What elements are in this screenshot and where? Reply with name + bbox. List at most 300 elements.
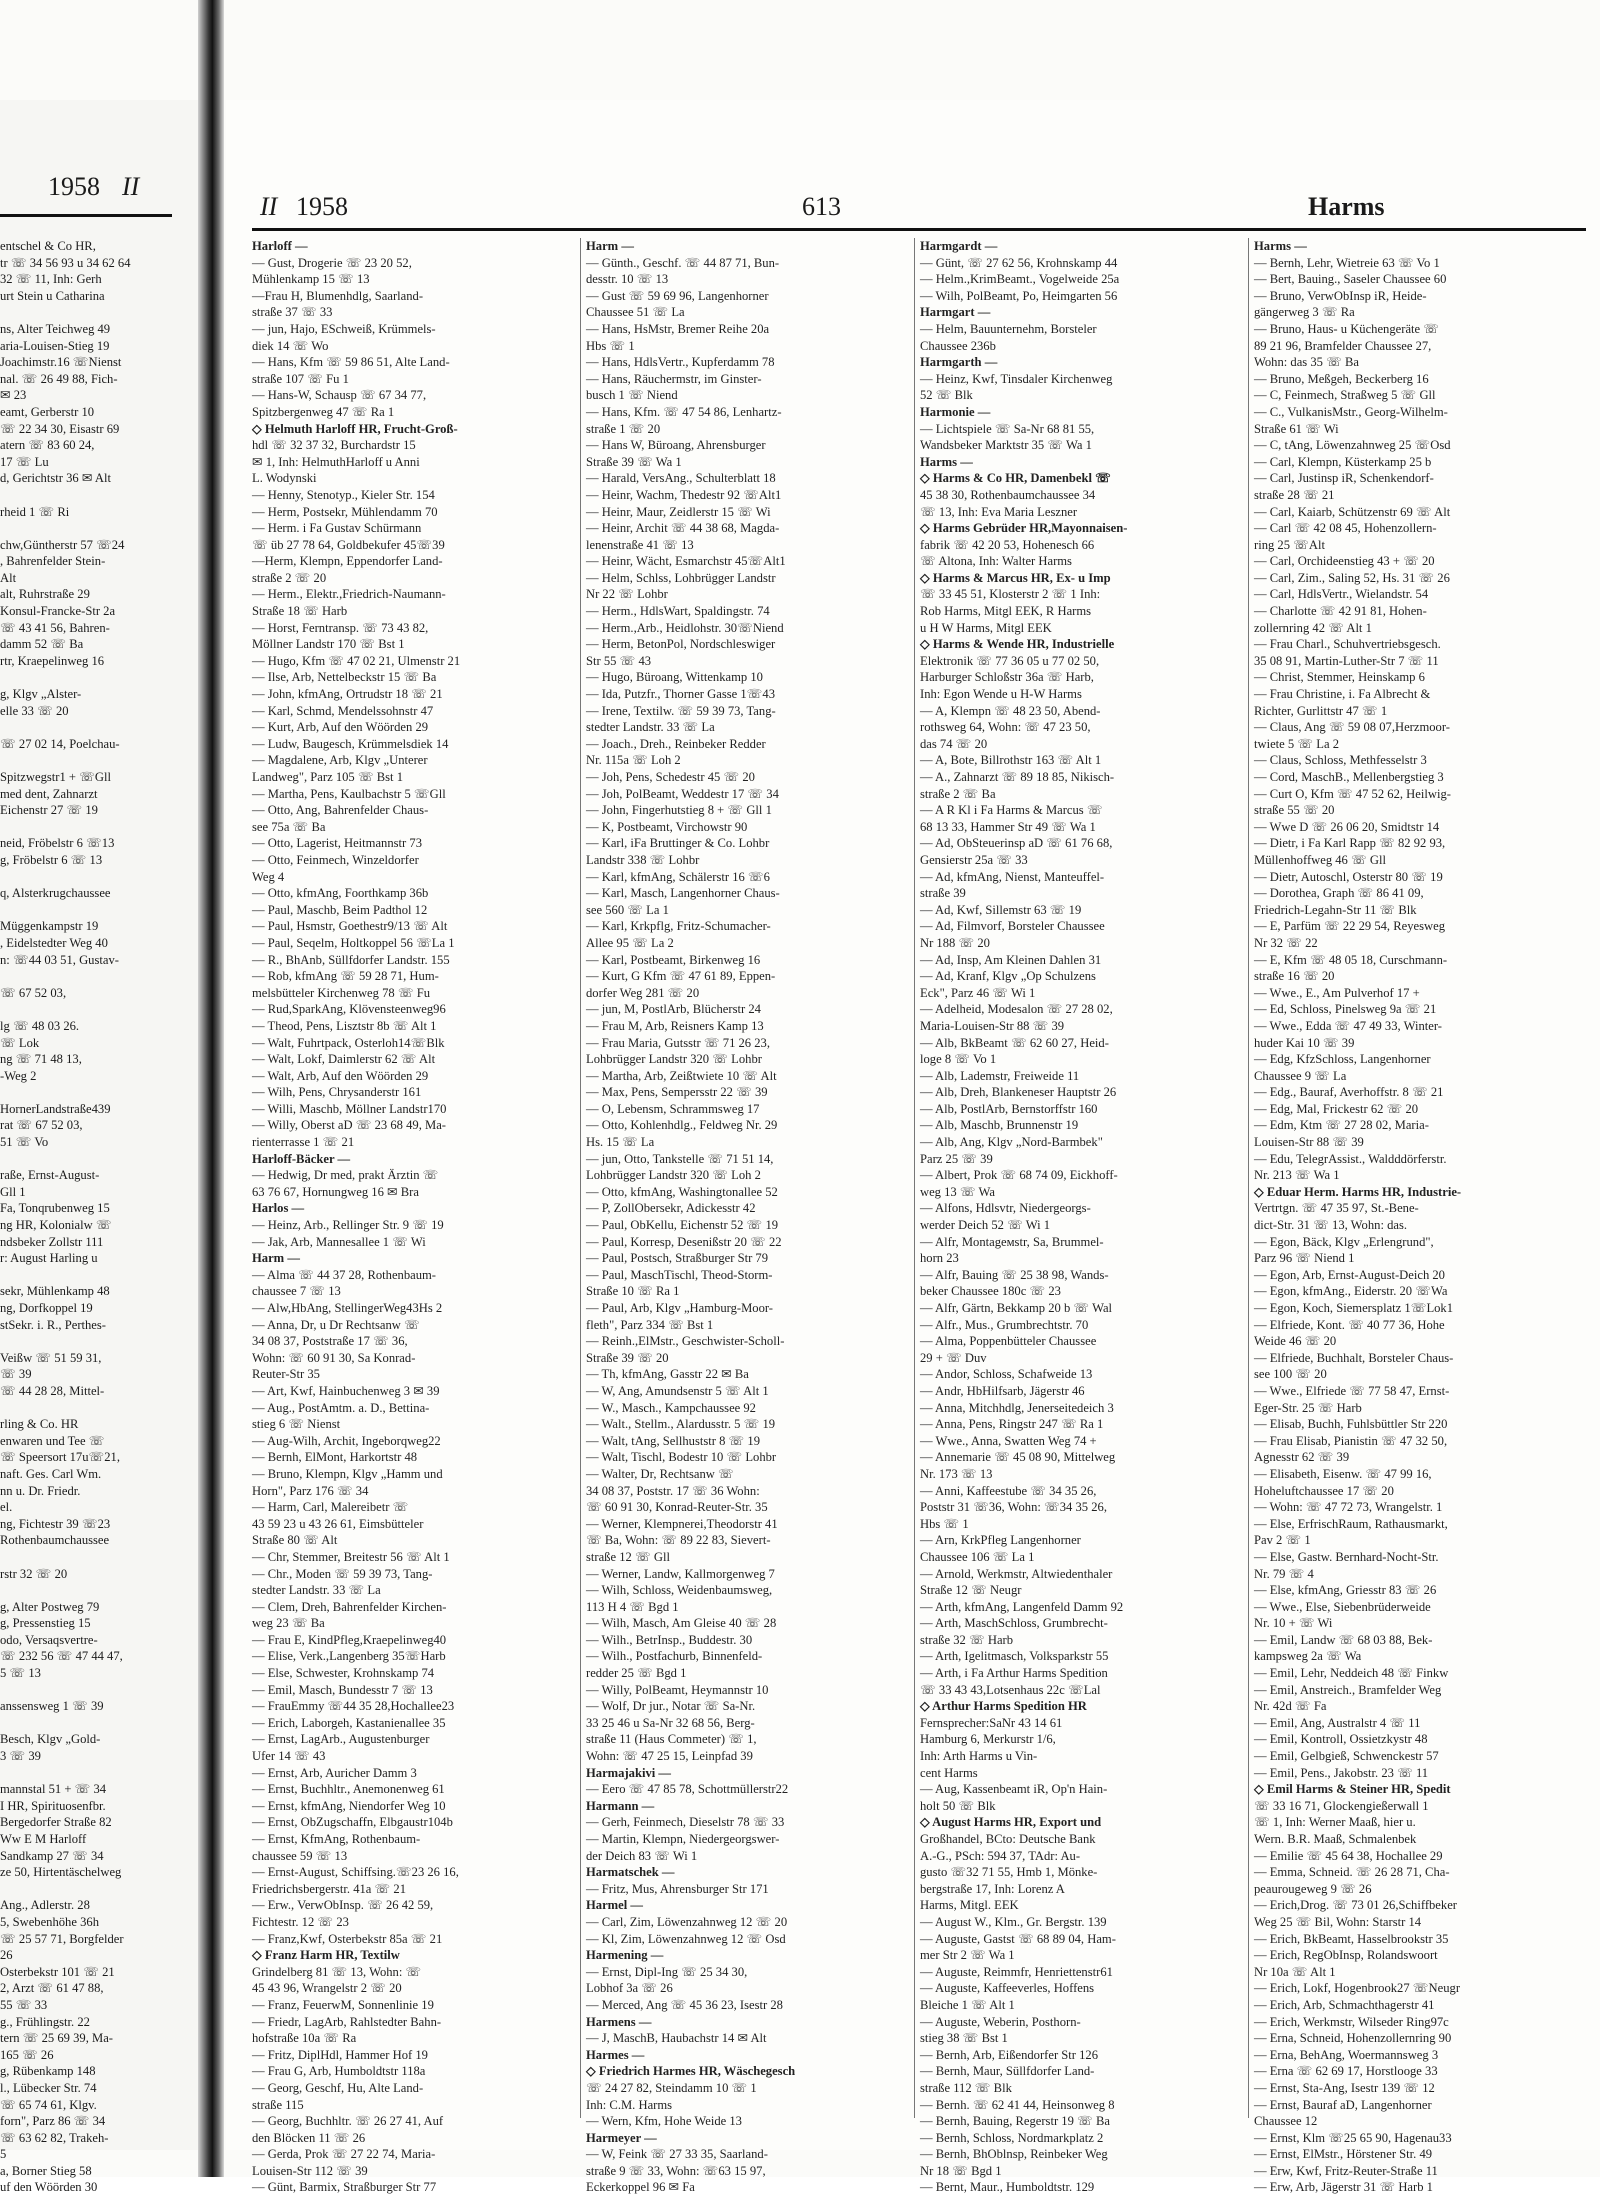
- directory-entry-line: see 75a ☏ Ba: [252, 819, 326, 834]
- directory-entry-line: Ufer 14 ☏ 43: [252, 1749, 326, 1764]
- directory-entry-line: Gensierstr 25a ☏ 33: [920, 852, 1028, 867]
- directory-entry-line: Fa, Tonqrubenweg 15: [0, 1201, 110, 1216]
- directory-entry-line: — Karl, Schmd, Mendelssohnstr 47: [252, 703, 434, 718]
- directory-entry-line: — Alb, Ang, Klgv „Nord-Barmbek": [920, 1135, 1103, 1150]
- directory-entry-line: aria-Louisen-Stieg 19: [0, 338, 110, 353]
- directory-entry-line: Harms —: [920, 454, 973, 469]
- directory-entry-line: zollernring 42 ☏ Alt 1: [1254, 620, 1372, 635]
- directory-entry-line: — Erw., VerwObInsp. ☏ 26 42 59,: [252, 1898, 434, 1913]
- directory-entry-line: ☏ Lok: [0, 1035, 40, 1050]
- directory-entry-line: 165 ☏ 26: [0, 2047, 54, 2062]
- directory-entry-line: Agnesstr 62 ☏ 39: [1254, 1450, 1350, 1465]
- directory-entry-line: — Henny, Stenotyp., Kieler Str. 154: [252, 487, 435, 502]
- directory-entry-line: Str 55 ☏ 43: [586, 653, 652, 668]
- directory-entry-line: ng HR, Kolonialw ☏: [0, 1218, 112, 1233]
- directory-entry-line: damm 52 ☏ Ba: [0, 637, 84, 652]
- directory-entry-line: el.: [0, 1500, 13, 1515]
- directory-entry-line: [0, 487, 172, 504]
- directory-entry-line: — Reinh.,ElMstr., Geschwister-Scholl-: [586, 1334, 785, 1349]
- directory-entry-line: — Bernh, Schloss, Nordmarkplatz 2: [920, 2130, 1104, 2145]
- directory-entry-line: — Rob, kfmAng ☏ 59 28 71, Hum-: [252, 969, 439, 984]
- directory-entry-line: ◇ Franz Harm HR, Textilw: [252, 1948, 400, 1963]
- directory-entry-line: — Heinz, Arb., Rellinger Str. 9 ☏ 19: [252, 1218, 444, 1233]
- directory-entry-line: — Eero ☏ 47 85 78, Schottmüllerstr22: [586, 1782, 789, 1797]
- directory-entry-line: Fernsprecher:SaNr 43 14 61: [920, 1715, 1063, 1730]
- directory-entry-line: — Anna, Mitchhdlg, Jenerseitedeich 3: [920, 1400, 1114, 1415]
- directory-entry-line: [0, 968, 172, 985]
- directory-entry-line: Ww E M Harloff: [0, 1832, 87, 1846]
- directory-entry-line: — Wolf, Dr jur., Notar ☏ Sa-Nr.: [586, 1699, 756, 1714]
- directory-entry-line: Harmeyer —: [586, 2130, 657, 2145]
- directory-entry-line: Inh: Arth Harms u Vin-: [920, 1749, 1038, 1764]
- directory-entry-line: Pav 2 ☏ 1: [1254, 1533, 1311, 1548]
- directory-entry-line: — Carl, Justinsp iR, Schenkendorf-: [1254, 471, 1434, 486]
- directory-entry-line: — Heinr, Wächt, Esmarchstr 45☏Alt1: [586, 554, 786, 569]
- directory-entry-line: ng, Fichtestr 39 ☏23: [0, 1516, 111, 1531]
- directory-entry-line: Nr 18 ☏ Bgd 1: [920, 2163, 1002, 2178]
- directory-entry-line: straße 37 ☏ 33: [252, 305, 333, 320]
- directory-entry-line: Chaussee 236b: [920, 338, 996, 353]
- directory-entry-line: — Ernst, kfmAng, Niendorfer Weg 10: [252, 1798, 446, 1813]
- directory-entry-line: der Deich 83 ☏ Wi 1: [586, 1848, 698, 1863]
- directory-entry-line: — Carl, HdlsVertr., Wielandstr. 54: [1254, 587, 1429, 602]
- right-page: [226, 100, 1600, 2195]
- directory-entry-line: ns, Alter Teichweg 49: [0, 321, 111, 336]
- directory-entry-line: — A, Klempn ☏ 48 23 50, Abend-: [920, 703, 1101, 718]
- directory-entry-line: straße 32 ☏ Harb: [920, 1632, 1014, 1647]
- directory-entry-line: — Heinr, Archit ☏ 44 38 68, Magda-: [586, 521, 780, 536]
- directory-entry-line: Harmgardt —: [920, 239, 998, 253]
- directory-entry-line: — Ad, kfmAng, Nienst, Manteuffel-: [920, 869, 1105, 884]
- directory-entry-line: — Karl, Postbeamt, Birkenweg 16: [586, 952, 761, 967]
- directory-entry-line: Weide 46 ☏ 20: [1254, 1334, 1337, 1349]
- directory-entry-line: ☏ 60 91 30, Konrad-Reuter-Str. 35: [586, 1500, 768, 1515]
- directory-entry-line: q, Alsterkrugchaussee: [0, 886, 111, 901]
- directory-entry-line: anssensweg 1 ☏ 39: [0, 1699, 104, 1714]
- directory-entry-line: — Hugo, Büroang, Wittenkamp 10: [586, 670, 763, 685]
- directory-entry-line: u H W Harms, Mitgl EEK: [920, 620, 1052, 635]
- directory-entry-line: ☏ 67 52 03,: [0, 985, 67, 1000]
- directory-entry-line: [0, 304, 172, 321]
- directory-entry-line: — Alb, Maschb, Brunnenstr 19: [920, 1118, 1079, 1133]
- directory-entry-line: — Erich, Werkmstr, Wilseder Ring97c: [1254, 2014, 1449, 2029]
- directory-entry-line: — Walt, Lokf, Daimlerstr 62 ☏ Alt: [252, 1052, 436, 1067]
- directory-entry-line: — Wwe., Anna, Swatten Weg 74 +: [920, 1433, 1097, 1448]
- directory-entry-line: — K, Postbeamt, Virchowstr 90: [586, 819, 748, 834]
- directory-entry-line: Parz 96 ☏ Niend 1: [1254, 1251, 1355, 1266]
- directory-entry-line: Horn", Parz 176 ☏ 34: [252, 1483, 369, 1498]
- directory-entry-line: — Arth, kfmAng, Langenfeld Damm 92: [920, 1599, 1124, 1614]
- directory-entry-line: — Otto, Feinmech, Winzeldorfer: [252, 852, 419, 867]
- running-head: Harms: [1308, 192, 1385, 221]
- directory-entry-line: — Ilse, Arb, Nettelbeckstr 15 ☏ Ba: [252, 670, 437, 685]
- directory-entry-line: Fichtestr. 12 ☏ 23: [252, 1914, 349, 1929]
- directory-entry-line: Poststr 31 ☏36, Wohn: ☏34 35 26,: [920, 1500, 1107, 1515]
- directory-entry-line: Wohn: ☏ 60 91 30, Sa Konrad-: [252, 1350, 416, 1365]
- directory-entry-line: — Ernst, Klm ☏25 65 90, Hagenau33: [1254, 2130, 1452, 2145]
- directory-entry-line: — Joach., Dreh., Reinbeker Redder: [586, 736, 766, 751]
- directory-entry-line: Harloff —: [252, 239, 308, 253]
- directory-entry-line: cent Harms: [920, 1765, 978, 1780]
- directory-entry-line: — Willi, Maschb, Möllner Landstr170: [252, 1101, 447, 1116]
- directory-entry-line: ng, Dorfkoppel 19: [0, 1301, 93, 1315]
- directory-entry-line: Harm —: [586, 239, 634, 253]
- directory-entry-line: — Paul, Hsmstr, Goethestr9/13 ☏ Alt: [252, 919, 448, 934]
- directory-entry-line: Straße 18 ☏ Harb: [252, 604, 348, 619]
- directory-entry-line: stieg 6 ☏ Nienst: [252, 1417, 341, 1432]
- directory-entry-line: — Ad, ObSteuerinsp aD ☏ 61 76 68,: [920, 836, 1113, 851]
- directory-entry-line: bergstraße 17, Inh: Lorenz A: [920, 1881, 1065, 1896]
- directory-entry-line: g., Frühlingstr. 22: [0, 2014, 90, 2029]
- directory-entry-line: — Hans, HsMstr, Bremer Reihe 20a: [586, 321, 770, 336]
- directory-entry-line: — Walt, Fuhrtpack, Osterloh14☏Blk: [252, 1035, 445, 1050]
- directory-entry-line: — Fritz, Mus, Ahrensburger Str 171: [586, 1881, 769, 1896]
- directory-entry-line: Bergedorfer Straße 82: [0, 1815, 112, 1830]
- directory-entry-line: — Emil, Lehr, Neddeich 48 ☏ Finkw: [1254, 1666, 1449, 1681]
- directory-entry-line: — Emil, Ang, Australstr 4 ☏ 11: [1254, 1715, 1421, 1730]
- directory-entry-line: straße 39: [920, 886, 966, 901]
- directory-entry-line: 43 59 23 u 43 26 61, Eimsbütteler: [252, 1516, 424, 1531]
- directory-entry-line: Elektronik ☏ 77 36 05 u 77 02 50,: [920, 653, 1100, 668]
- directory-entry-line: — Albert, Prok ☏ 68 74 09, Eickhoff-: [920, 1168, 1118, 1183]
- directory-entry-line: Grindelberg 81 ☏ 13, Wohn: ☏: [252, 1964, 422, 1979]
- directory-entry-line: — Emil, Masch, Bundesstr 7 ☏ 13: [252, 1682, 433, 1697]
- directory-entry-line: — Elisab, Buchh, Fuhlsbüttler Str 220: [1254, 1417, 1448, 1432]
- directory-entry-line: Großhandel, BCto: Deutsche Bank: [920, 1832, 1096, 1846]
- directory-entry-line: — Jak, Arb, Mannesallee 1 ☏ Wi: [252, 1234, 426, 1249]
- directory-entry-line: tr ☏ 34 56 93 u 34 62 64: [0, 255, 131, 270]
- directory-entry-line: [0, 1400, 172, 1417]
- directory-entry-line: Richter, Gurlittstr 47 ☏ 1: [1254, 703, 1388, 718]
- directory-entry-line: — Karl, iFa Bruttinger & Co. Lohbr: [586, 836, 770, 851]
- directory-entry-line: — Aug-Wilh, Archit, Ingeborqweg22: [252, 1433, 441, 1448]
- directory-entry-line: Weg 4: [252, 869, 285, 884]
- directory-entry-line: Harlos —: [252, 1201, 305, 1216]
- directory-entry-line: ◇ Emil Harms & Steiner HR, Spedit: [1254, 1782, 1451, 1797]
- directory-entry-line: — Frau G, Arb, Humboldtstr 118a: [252, 2064, 426, 2079]
- directory-entry-line: ☏ Ba, Wohn: ☏ 89 22 83, Sievert-: [586, 1533, 771, 1548]
- directory-entry-line: — Rud,SparkAng, Klövensteenweg96: [252, 1002, 446, 1017]
- directory-entry-line: — Claus, Ang ☏ 59 08 07,Herzmoor-: [1254, 720, 1450, 735]
- directory-entry-line: — Horst, Ferntransp. ☏ 73 43 82,: [252, 620, 429, 635]
- directory-entry-line: rothsweg 64, Wohn: ☏ 47 23 50,: [920, 720, 1091, 735]
- directory-entry-line: — Helm.,KrimBeamt., Vogelweide 25a: [920, 272, 1120, 287]
- directory-entry-line: ◇ Harms & Marcus HR, Ex- u Imp: [920, 570, 1111, 585]
- directory-entry-line: — Heinr, Wachm, Thedestr 92 ☏Alt1: [586, 487, 782, 502]
- directory-entry-line: Harburger Schloßstr 36a ☏ Harb,: [920, 670, 1094, 685]
- directory-entry-line: rstr 32 ☏ 20: [0, 1566, 68, 1581]
- directory-entry-line: — August W., Klm., Gr. Bergstr. 139: [920, 1914, 1107, 1929]
- directory-entry-line: — Joh, PolBeamt, Weddestr 17 ☏ 34: [586, 786, 779, 801]
- directory-entry-line: — Werner, Landw, Kallmorgenweg 7: [586, 1566, 775, 1581]
- directory-entry-line: Nr. 115a ☏ Loh 2: [586, 753, 681, 768]
- directory-entry-line: ze 50, Hirtentäschelweg: [0, 1865, 122, 1880]
- directory-entry-line: [0, 1084, 172, 1101]
- directory-entry-line: Hbs ☏ 1: [586, 338, 635, 353]
- directory-entry-line: A.-G., PSch: 594 37, TAdr: Au-: [920, 1848, 1081, 1863]
- directory-entry-line: neid, Fröbelstr 6 ☏13: [0, 836, 115, 851]
- directory-column-3: [920, 238, 1242, 2195]
- directory-entry-line: — Ed, Schloss, Pinelsweg 9a ☏ 21: [1254, 1002, 1437, 1017]
- directory-entry-line: Nr 22 ☏ Lohbr: [586, 587, 668, 602]
- directory-entry-line: — Martha, Pens, Kaulbachstr 5 ☏Gll: [252, 786, 446, 801]
- directory-entry-line: Lohbrügger Landstr 320 ☏ Loh 2: [586, 1168, 761, 1183]
- directory-entry-line: — Gust, Drogerie ☏ 23 20 52,: [252, 255, 412, 270]
- directory-entry-line: ☏ 1, Inh: Werner Maaß, hier u.: [1254, 1815, 1416, 1830]
- directory-entry-line: —Herm, Klempn, Eppendorfer Land-: [252, 554, 443, 569]
- directory-entry-line: Louisen-Str 88 ☏ 39: [1254, 1135, 1364, 1150]
- directory-entry-line: — A, Bote, Billrothstr 163 ☏ Alt 1: [920, 753, 1102, 768]
- directory-entry-line: [0, 669, 172, 686]
- directory-entry-line: chaussee 7 ☏ 13: [252, 1284, 341, 1299]
- directory-entry-line: chw,Güntherstr 57 ☏24: [0, 537, 125, 552]
- directory-entry-line: I HR, Spirituosenfbr.: [0, 1798, 106, 1813]
- directory-entry-line: straße 115: [252, 2097, 304, 2112]
- directory-entry-line: horn 23: [920, 1251, 959, 1266]
- directory-entry-line: Osterbekstr 101 ☏ 21: [0, 1964, 115, 1979]
- directory-entry-line: — Alfr., Mus., Grumbrechtstr. 70: [920, 1317, 1089, 1332]
- directory-entry-line: [0, 1682, 172, 1699]
- column-divider: [914, 238, 915, 2118]
- directory-entry-line: ◇ Friedrich Harmes HR, Wäschegesch: [586, 2064, 796, 2079]
- directory-entry-line: 34 08 37, Poststr. 17 ☏ 36 Wohn:: [586, 1483, 760, 1498]
- directory-entry-line: Harmening —: [586, 1948, 664, 1963]
- right-header-year: 1958: [296, 192, 348, 221]
- directory-entry-line: Inh: Egon Wende u H-W Harms: [920, 687, 1082, 702]
- directory-entry-line: straße 16 ☏ 20: [1254, 969, 1335, 984]
- directory-entry-line: — Egon, Arb, Ernst-August-Deich 20: [1254, 1267, 1445, 1282]
- directory-entry-line: — Erna ☏ 62 69 17, Horstlooge 33: [1254, 2064, 1438, 2079]
- directory-entry-line: — Bernh, Lehr, Wietreie 63 ☏ Vo 1: [1254, 255, 1440, 270]
- directory-entry-line: — Willy, Oberst aD ☏ 23 68 49, Ma-: [252, 1118, 446, 1133]
- directory-entry-line: — Erich,Drog. ☏ 73 01 26,Schiffbeker: [1254, 1898, 1457, 1913]
- directory-entry-line: — Aug, Kassenbeamt iR, Op'n Hain-: [920, 1782, 1108, 1797]
- directory-entry-line: kampsweg 2a ☏ Wa: [1254, 1649, 1362, 1664]
- directory-entry-line: — Bruno, VerwObInsp iR, Heide-: [1254, 288, 1427, 303]
- directory-entry-line: Straße 12 ☏ Neugr: [920, 1583, 1022, 1598]
- directory-entry-line: — A., Zahnarzt ☏ 89 18 85, Nikisch-: [920, 770, 1115, 784]
- directory-entry-line: — Arnold, Werkmstr, Altwiedenthaler: [920, 1566, 1113, 1581]
- directory-entry-line: — C., VulkanisMstr., Georg-Wilhelm-: [1254, 404, 1448, 419]
- left-page: [0, 100, 198, 2195]
- directory-entry-line: [0, 1881, 172, 1898]
- directory-entry-line: — Christ, Stemmer, Heinskamp 6: [1254, 670, 1425, 685]
- directory-entry-line: uf den Wöörden 30: [0, 2180, 98, 2195]
- directory-entry-line: Harmajakivi —: [586, 1765, 672, 1780]
- directory-entry-line: — Bernh. ☏ 62 41 44, Heinsonweg 8: [920, 2097, 1115, 2112]
- directory-entry-line: fleth", Parz 334 ☏ Bst 1: [586, 1317, 714, 1332]
- directory-entry-line: Harmgarth —: [920, 355, 998, 370]
- directory-entry-line: — Karl, Krkpflg, Fritz-Schumacher-: [586, 919, 771, 934]
- directory-entry-line: 45 38 30, Rothenbaumchaussee 34: [920, 487, 1096, 502]
- directory-entry-line: — Art, Kwf, Hainbuchenweg 3 ✉ 39: [252, 1383, 440, 1398]
- directory-entry-line: huder Kai 10 ☏ 39: [1254, 1035, 1355, 1050]
- directory-entry-line: — Wwe., Elfriede ☏ 77 58 47, Ernst-: [1254, 1383, 1450, 1398]
- directory-entry-line: busch 1 ☏ Niend: [586, 388, 678, 403]
- directory-entry-line: ✉ 23: [0, 388, 27, 403]
- directory-entry-line: sekr, Mühlenkamp 48: [0, 1284, 110, 1299]
- directory-entry-line: Nr 32 ☏ 22: [1254, 935, 1318, 950]
- directory-entry-line: ✉ 1, Inh: HelmuthHarloff u Anni: [252, 454, 420, 469]
- directory-entry-line: Bleiche 1 ☏ Alt 1: [920, 1997, 1015, 2012]
- directory-entry-line: peaurougeweg 9 ☏ 26: [1254, 1881, 1372, 1896]
- directory-entry-line: Eger-Str. 25 ☏ Harb: [1254, 1400, 1362, 1415]
- directory-entry-line: — Hugo, Kfm ☏ 47 02 21, Ulmenstr 21: [252, 653, 461, 668]
- directory-entry-line: odo, Versaqsvertre-: [0, 1632, 98, 1647]
- directory-entry-line: — John, Fingerhutstieg 8 + ☏ Gll 1: [586, 803, 772, 818]
- directory-entry-line: — Frau Maria, Gutsstr ☏ 71 26 23,: [586, 1035, 770, 1050]
- directory-entry-line: — Aug., PostAmtm. a. D., Bettina-: [252, 1400, 430, 1415]
- directory-entry-line: — Alb, Lademstr, Freiweide 11: [920, 1068, 1080, 1083]
- directory-entry-line: — Emil, Kontroll, Ossietzkystr 48: [1254, 1732, 1428, 1747]
- directory-entry-line: straße 11 (Haus Commeter) ☏ 1,: [586, 1732, 757, 1747]
- directory-entry-line: 52 ☏ Blk: [920, 388, 973, 403]
- directory-entry-line: — Hans, Räuchermstr, im Ginster-: [586, 371, 762, 386]
- directory-entry-line: [0, 869, 172, 886]
- directory-entry-line: — Edg, KfzSchloss, Langenhorner: [1254, 1052, 1431, 1067]
- directory-entry-line: Straße 10 ☏ Ra 1: [586, 1284, 680, 1299]
- directory-entry-line: straße 2 ☏ 20: [252, 570, 327, 585]
- directory-entry-line: den Blöcken 11 ☏ 26: [252, 2130, 366, 2145]
- directory-entry-line: rienterrasse 1 ☏ 21: [252, 1135, 355, 1150]
- directory-entry-line: [0, 1151, 172, 1168]
- directory-entry-line: 5, Swebenhöhe 36h: [0, 1914, 99, 1929]
- directory-entry-line: — Claus, Schloss, Methfesselstr 3: [1254, 753, 1427, 768]
- directory-entry-line: — Wwe., Edda ☏ 47 49 33, Winter-: [1254, 1018, 1443, 1033]
- directory-entry-line: straße 2 ☏ Ba: [920, 786, 996, 801]
- directory-entry-line: mannstal 51 + ☏ 34: [0, 1782, 107, 1797]
- directory-entry-line: — Auguste, Gastst ☏ 68 89 04, Ham-: [920, 1931, 1116, 1946]
- directory-entry-line: Lohbrügger Landstr 320 ☏ Lohbr: [586, 1052, 762, 1067]
- directory-entry-line: stedter Landstr. 33 ☏ La: [252, 1583, 381, 1598]
- directory-entry-line: — Egon, kfmAng., Eiderstr. 20 ☏Wa: [1254, 1284, 1448, 1299]
- directory-entry-line: chaussee 59 ☏ 13: [252, 1848, 348, 1863]
- directory-entry-line: Landweg", Parz 105 ☏ Bst 1: [252, 770, 404, 784]
- directory-entry-line: — Hedwig, Dr med, prakt Ärztin ☏: [252, 1168, 439, 1183]
- directory-entry-line: alt, Ruhrstraße 29: [0, 587, 90, 602]
- directory-entry-line: ☏ 24 27 82, Steindamm 10 ☏ 1: [586, 2080, 757, 2095]
- directory-entry-line: Landstr 338 ☏ Lohbr: [586, 852, 700, 867]
- directory-entry-line: — Gust ☏ 59 69 96, Langenhorner: [586, 288, 769, 303]
- directory-entry-line: Hs. 15 ☏ La: [586, 1135, 655, 1150]
- directory-entry-line: eamt, Gerberstr 10: [0, 404, 95, 419]
- directory-entry-line: — Ernst, ElMstr., Hörstener Str. 49: [1254, 2147, 1433, 2162]
- directory-entry-line: — Anna, Dr, u Dr Rechtsanw ☏: [252, 1317, 420, 1332]
- directory-entry-line: —Frau H, Blumenhdlg, Saarland-: [252, 288, 424, 303]
- directory-entry-line: — Andor, Schloss, Schafweide 13: [920, 1367, 1093, 1382]
- directory-entry-line: Nr 10a ☏ Alt 1: [1254, 1964, 1336, 1979]
- directory-entry-line: — Bert, Bauing., Saseler Chaussee 60: [1254, 272, 1447, 287]
- directory-entry-line: Chaussee 51 ☏ La: [586, 305, 685, 320]
- directory-entry-line: Wohn: das 35 ☏ Ba: [1254, 355, 1359, 370]
- directory-entry-line: Rothenbaumchaussee: [0, 1533, 110, 1548]
- directory-entry-line: — Erw, Kwf, Fritz-Reuter-Straße 11: [1254, 2163, 1438, 2178]
- directory-entry-line: melsbütteler Kirchenweg 78 ☏ Fu: [252, 985, 431, 1000]
- directory-entry-line: [0, 719, 172, 736]
- directory-entry-line: — Wwe., Else, Siebenbrüderweide: [1254, 1599, 1431, 1614]
- directory-entry-line: 55 ☏ 33: [0, 1997, 48, 2012]
- directory-entry-line: — Bruno, Klempn, Klgv „Hamm und: [252, 1466, 443, 1481]
- directory-entry-line: — Emil, Gelbgieß, Schwenckestr 57: [1254, 1749, 1439, 1764]
- directory-entry-line: — Wilh, Pens, Chrysanderstr 161: [252, 1085, 422, 1100]
- directory-entry-line: — Lichtspiele ☏ Sa-Nr 68 81 55,: [920, 421, 1095, 436]
- directory-entry-line: Harms —: [1254, 239, 1307, 253]
- directory-entry-line: Rob Harms, Mitgl EEK, R Harms: [920, 604, 1092, 619]
- column-divider: [1248, 238, 1249, 2118]
- directory-entry-line: [0, 1715, 172, 1732]
- directory-entry-line: ☏ 22 34 30, Eisastr 69: [0, 421, 120, 436]
- directory-entry-line: Spitzbergenweg 47 ☏ Ra 1: [252, 404, 395, 419]
- directory-entry-line: — Bernh, Bauing, Regerstr 19 ☏ Ba: [920, 2114, 1110, 2129]
- directory-entry-line: — Hans W, Büroang, Ahrensburger: [586, 438, 766, 453]
- directory-entry-line: stSekr. i. R., Perthes-: [0, 1317, 106, 1332]
- directory-entry-line: ◇ August Harms HR, Export und: [920, 1815, 1102, 1830]
- directory-entry-line: — Th, kfmAng, Gasstr 22 ✉ Ba: [586, 1367, 749, 1382]
- directory-entry-line: ◇ Arthur Harms Spedition HR: [920, 1699, 1087, 1714]
- directory-entry-line: Louisen-Str 112 ☏ 39: [252, 2163, 368, 2178]
- directory-entry-line: — Anni, Kaffeestube ☏ 34 35 26,: [920, 1483, 1097, 1498]
- right-header-roman: II: [260, 192, 278, 221]
- directory-entry-line: see 560 ☏ La 1: [586, 902, 669, 917]
- directory-entry-line: hofstraße 10a ☏ Ra: [252, 2031, 357, 2046]
- directory-entry-line: rheid 1 ☏ Ri: [0, 504, 70, 519]
- directory-entry-line: — Alb, BkBeamt ☏ 62 60 27, Heid-: [920, 1035, 1109, 1050]
- directory-entry-line: — Else, kfmAng, Griesstr 83 ☏ 26: [1254, 1583, 1437, 1598]
- directory-entry-line: das 74 ☏ 20: [920, 736, 988, 751]
- directory-entry-line: — Walter, Dr, Rechtsanw ☏: [586, 1466, 734, 1481]
- directory-entry-line: tern ☏ 25 69 39, Ma-: [0, 2031, 113, 2046]
- directory-entry-line: — Georg, Geschf, Hu, Alte Land-: [252, 2080, 424, 2095]
- directory-entry-line: — Max, Pens, Sempersstr 22 ☏ 39: [586, 1085, 768, 1100]
- directory-entry-line: — Hans, HdlsVertr., Kupferdamm 78: [586, 355, 775, 370]
- directory-entry-line: gusto ☏32 71 55, Hmb 1, Mönke-: [920, 1865, 1098, 1880]
- directory-entry-line: 2, Arzt ☏ 61 47 88,: [0, 1981, 104, 1996]
- directory-entry-line: — Emma, Schneid. ☏ 26 28 71, Cha-: [1254, 1865, 1450, 1880]
- directory-entry-line: urt Stein u Catharina: [0, 288, 105, 303]
- directory-entry-line: — Frau M, Arb, Reisners Kamp 13: [586, 1018, 764, 1033]
- directory-entry-line: g, Rübenkamp 148: [0, 2064, 96, 2079]
- directory-entry-line: — Alfons, Hdlsvtr, Niedergeorgs-: [920, 1201, 1091, 1216]
- directory-entry-line: [0, 902, 172, 919]
- directory-entry-line: — Bernt, Maur., Humboldtstr. 129: [920, 2180, 1095, 2195]
- directory-entry-line: dict-Str. 31 ☏ 13, Wohn: das.: [1254, 1218, 1408, 1233]
- directory-entry-line: elle 33 ☏ 20: [0, 703, 69, 718]
- directory-entry-line: — Helm, Bauunternehm, Borsteler: [920, 321, 1097, 336]
- directory-entry-line: — Bernh, Maur, Süllfdorfer Land-: [920, 2064, 1095, 2079]
- directory-entry-line: Hoheluftchaussee 17 ☏ 20: [1254, 1483, 1394, 1498]
- directory-entry-line: — Herm., HdlsWart, Spaldingstr. 74: [586, 604, 770, 619]
- directory-entry-line: Friedrichsbergerstr. 41a ☏ 21: [252, 1881, 407, 1896]
- directory-entry-line: n: ☏44 03 51, Gustav-: [0, 952, 119, 967]
- right-header-rule: [252, 228, 1586, 231]
- directory-entry-line: — Auguste, Reimmfr, Henriettenstr61: [920, 1964, 1113, 1979]
- directory-entry-line: Eichenstr 27 ☏ 19: [0, 803, 98, 818]
- directory-entry-line: — Bernh, BhOblnsp, Reinbeker Weg: [920, 2147, 1108, 2162]
- directory-entry-line: — Carl, Zim., Saling 52, Hs. 31 ☏ 26: [1254, 570, 1450, 585]
- directory-entry-line: — Egon, Koch, Siemersplatz 1☏Lok1: [1254, 1301, 1454, 1315]
- directory-entry-line: — Emilie ☏ 45 64 38, Hochallee 29: [1254, 1848, 1443, 1863]
- directory-entry-line: a, Borner Stieg 58: [0, 2163, 92, 2178]
- directory-entry-line: 113 H 4 ☏ Bgd 1: [586, 1599, 679, 1614]
- directory-entry-line: — Carl ☏ 42 08 45, Hohenzollern-: [1254, 521, 1437, 536]
- directory-entry-line: straße 55 ☏ 20: [1254, 803, 1335, 818]
- directory-entry-line: — Martin, Klempn, Niedergeorgswer-: [586, 1832, 780, 1846]
- directory-entry-line: Harms, Mitgl. EEK: [920, 1898, 1019, 1913]
- directory-entry-line: g, Alter Postweg 79: [0, 1599, 100, 1614]
- directory-entry-line: — Ernst, Bauraf aD, Langenhorner: [1254, 2097, 1432, 2112]
- directory-entry-line: Harmann —: [586, 1798, 655, 1813]
- directory-entry-line: [0, 819, 172, 836]
